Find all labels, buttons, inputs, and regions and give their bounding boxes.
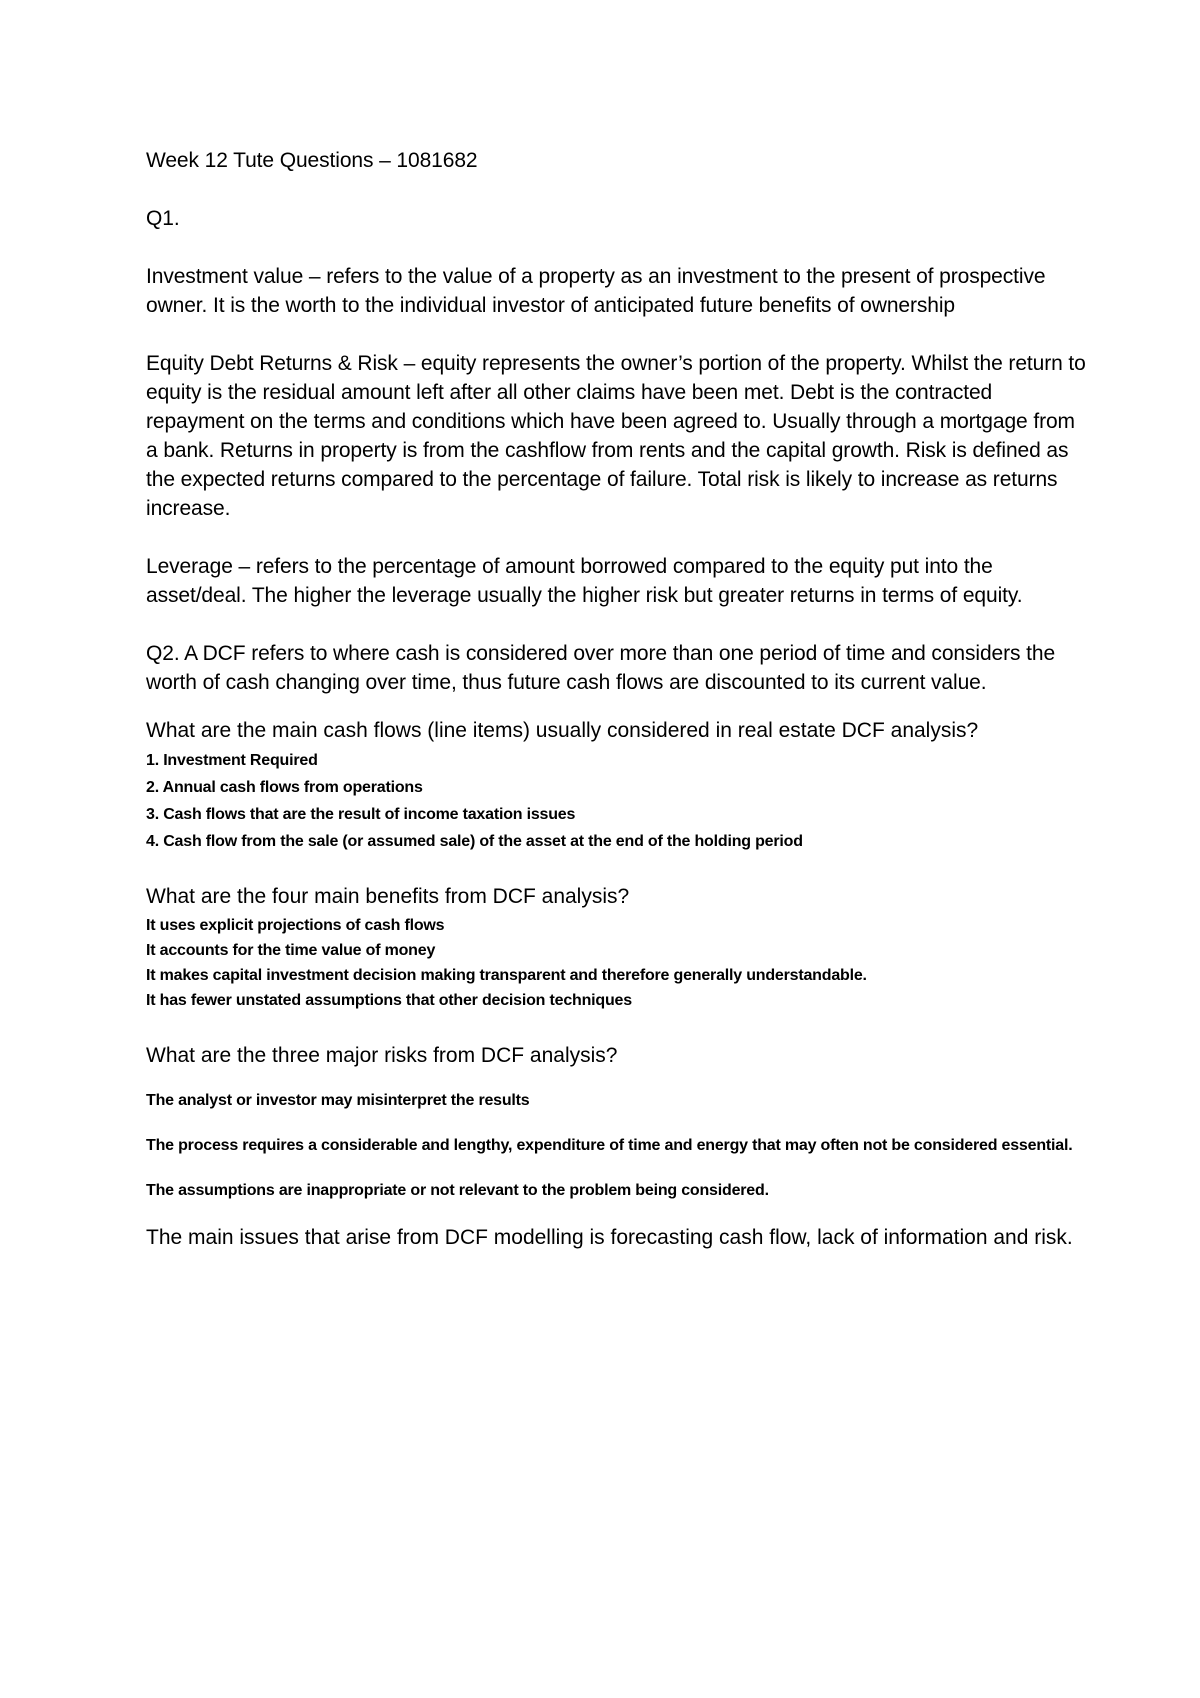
list-item: 3. Cash flows that are the result of income taxation issues — [146, 806, 576, 823]
list-item: It makes capital investment decision making transparent and therefore generally understandable. — [146, 967, 867, 984]
benefits-heading: What are the four main benefits from DCF analysis? — [146, 885, 630, 908]
risks-heading: What are the three major risks from DCF analysis? — [146, 1044, 618, 1067]
list-item: The assumptions are inappropriate or not relevant to the problem being considered. — [146, 1182, 769, 1199]
list-item: The analyst or investor may misinterpret the results — [146, 1092, 530, 1109]
document-body — [146, 146, 1086, 1252]
list-item: It accounts for the time value of money — [146, 942, 436, 959]
investment-value-paragraph: Investment value – refers to the value of a property as an investment to the present of prospective owner. It is the worth to the individual investor of anticipated future benefits of ownership — [146, 265, 1046, 317]
list-item: 4. Cash flow from the sale (or assumed sale) of the asset at the end of the holding period — [146, 833, 803, 850]
equity-debt-paragraph: Equity Debt Returns & Risk – equity represents the owner’s portion of the property. Whilst the return to equity is the residual amount left after all other claims have been met. Debt is the contracted repayment on the terms and conditions which have been agreed to. Usually through a mortgage from a bank. Returns in property is from the cashflow from rents and the capital growth. Risk is defined as the expected returns compared to the percentage of failure. Total risk is likely to increase as returns increase. — [146, 352, 1086, 520]
cash-flows-heading: What are the main cash flows (line items) usually considered in real estate DCF analysis? — [146, 719, 979, 742]
benefits-list — [146, 913, 1086, 1013]
list-item: 2. Annual cash flows from operations — [146, 779, 423, 796]
cash-flows-list — [146, 747, 1086, 855]
list-item: It has fewer unstated assumptions that other decision techniques — [146, 992, 632, 1009]
risks-list — [146, 1088, 1086, 1203]
list-item: It uses explicit projections of cash flows — [146, 917, 445, 934]
document-title: Week 12 Tute Questions – 1081682 — [146, 149, 478, 172]
conclusion-paragraph: The main issues that arise from DCF modelling is forecasting cash flow, lack of information and risk. — [146, 1226, 1073, 1249]
question-1-label: Q1. — [146, 207, 180, 230]
list-item: The process requires a considerable and lengthy, expenditure of time and energy that may often not be considered essential. — [146, 1137, 1073, 1154]
list-item: 1. Investment Required — [146, 752, 318, 769]
question-2-paragraph: Q2. A DCF refers to where cash is considered over more than one period of time and considers the worth of cash changing over time, thus future cash flows are discounted to its current value. — [146, 642, 1056, 694]
leverage-paragraph: Leverage – refers to the percentage of amount borrowed compared to the equity put into the asset/deal. The higher the leverage usually the higher risk but greater returns in terms of equity. — [146, 555, 1023, 607]
